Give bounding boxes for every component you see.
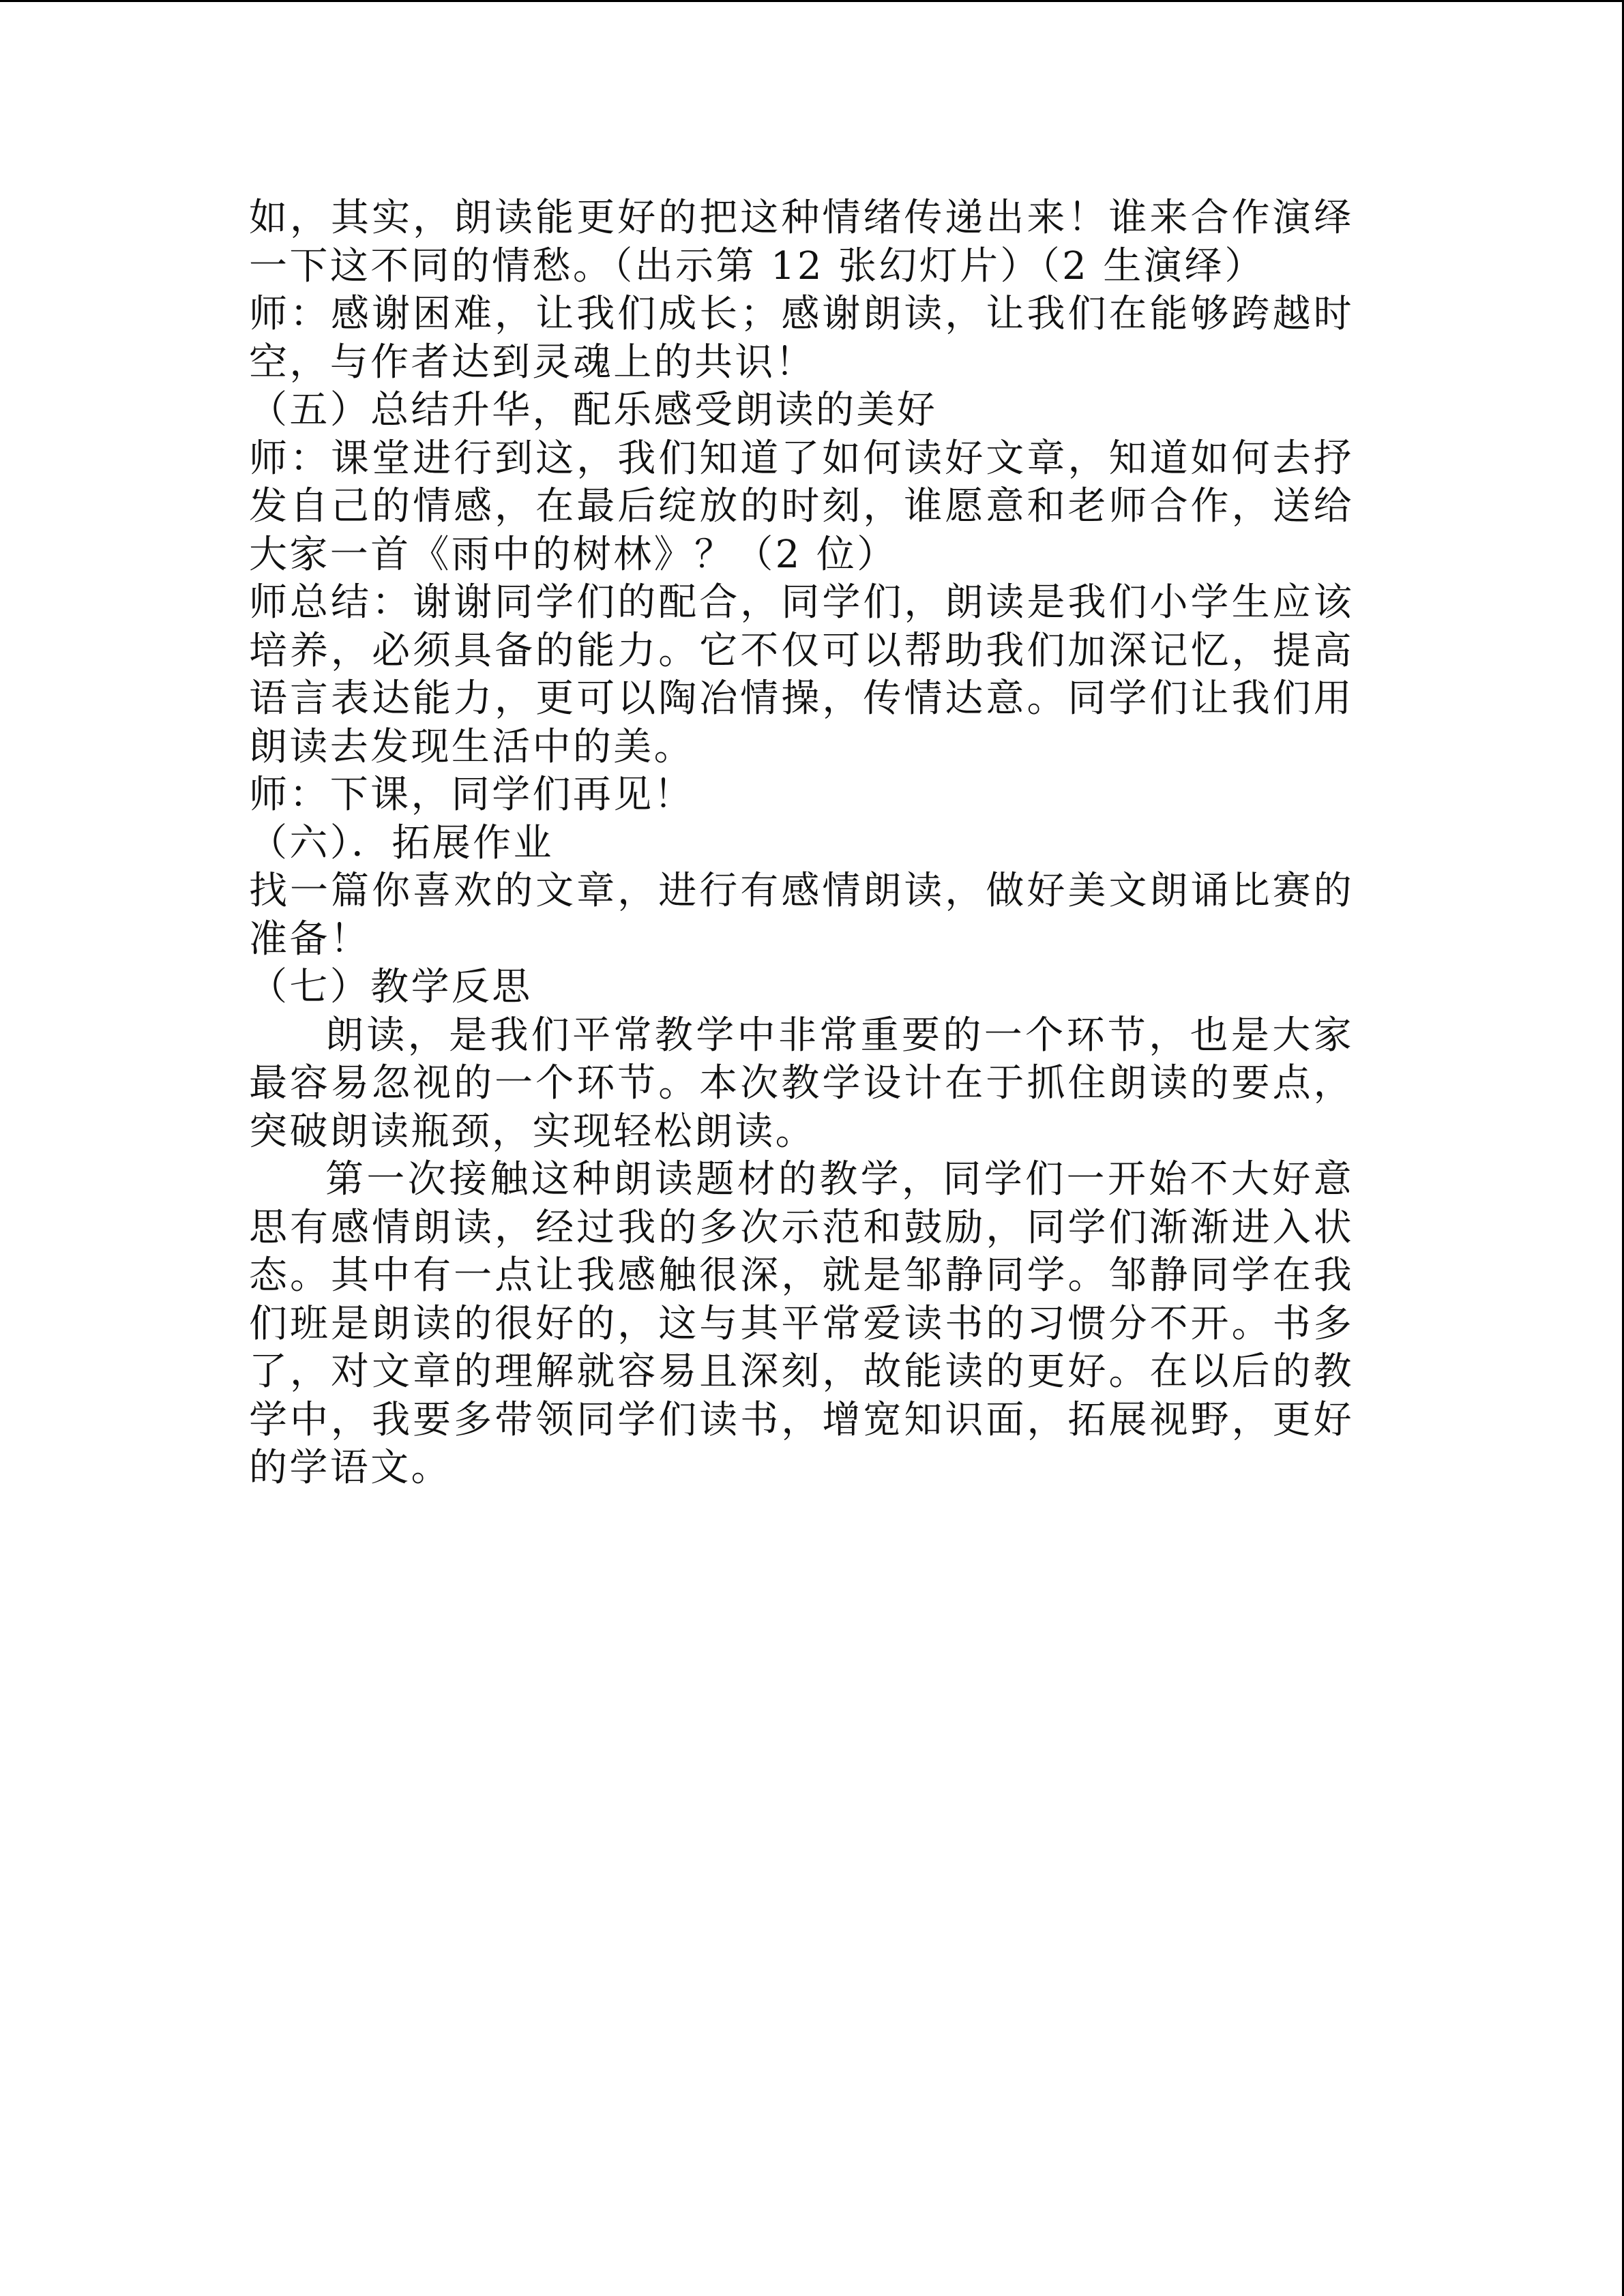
paragraph-reflection-1: 朗读，是我们平常教学中非常重要的一个环节，也是大家最容易忽视的一个环节。本次教学设计在于抓住朗读的要点，突破朗读瓶颈，实现轻松朗读。 (249, 1013, 1354, 1154)
section-heading-6: （六）．拓展作业 (249, 820, 554, 865)
paragraph-teacher-invite: 师：课堂进行到这，我们知道了如何读好文章，知道如何去抒发自己的情感，在最后绽放的时刻，谁愿意和老师合作，送给大家一首《雨中的树林》？（2 位） (249, 436, 1354, 577)
paragraph-teacher-summary: 师总结：谢谢同学们的配合，同学们，朗读是我们小学生应该培养，必须具备的能力。它不仅可以帮助我们加深记忆，提高语言表达能力，更可以陶冶情操，传情达意。同学们让我们用朗读去发现生活中的美。 (249, 580, 1354, 769)
section-heading-5: （五）总结升华，配乐感受朗读的美好 (249, 388, 938, 432)
paragraph-continuation: 如，其实，朗读能更好的把这种情绪传递出来！谁来合作演绎一下这不同的情愁。（出示第 12 张幻灯片）（2 生演绎） (249, 196, 1354, 288)
document-body (249, 194, 1354, 1493)
paragraph-reflection-2: 第一次接触这种朗读题材的教学，同学们一开始不大好意思有感情朗读，经过我的多次示范和鼓励，同学们渐渐进入状态。其中有一点让我感触很深，就是邹静同学。邹静同学在我们班是朗读的很好的，这与其平常爱读书的习惯分不开。书多了，对文章的理解就容易且深刻，故能读的更好。在以后的教学中，我要多带领同学们读书，增宽知识面，拓展视野，更好的学语文。 (249, 1157, 1354, 1490)
paragraph-homework: 找一篇你喜欢的文章，进行有感情朗读，做好美文朗诵比赛的准备！ (249, 869, 1354, 961)
paragraph-teacher-goodbye: 师：下课，同学们再见！ (249, 773, 694, 817)
section-heading-7: （七）教学反思 (249, 965, 533, 1009)
paragraph-teacher-thanks: 师：感谢困难，让我们成长；感谢朗读，让我们在能够跨越时空，与作者达到灵魂上的共识！ (249, 292, 1354, 385)
